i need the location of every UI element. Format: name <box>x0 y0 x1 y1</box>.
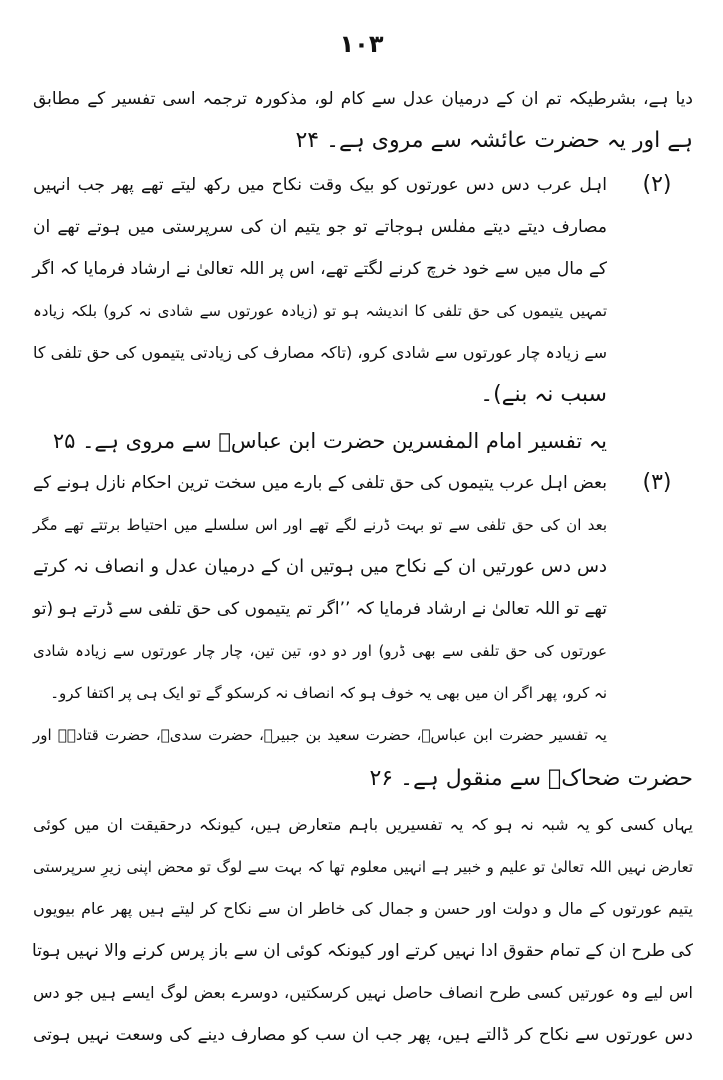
text-line: دس دس عورتیں ان کے نکاح میں ہوتیں ان کے درمیان عدل و انصاف نہ کرتے <box>33 556 607 577</box>
text-line: اس لیے وہ عورتیں کسی طرح انصاف حاصل نہیں کرسکتیں، دوسرے بعض لوگ ایسے ہیں جو دس <box>33 983 693 1002</box>
text-line: یتیم عورتوں کے مال و دولت اور حسن و جمال کی خاطر ان سے نکاح کر لیتے ہیں پھر عام بیویوں <box>33 899 693 918</box>
text-line: نہ کرو، پھر اگر ان میں بھی یہ خوف ہو کہ انصاف نہ کرسکو گے تو ایک ہی پر اکتفا کرو۔ <box>50 684 607 702</box>
text-line-reference: حضرت ضحاکؒ سے منقول ہے۔ ۲۶ <box>369 766 693 791</box>
text-line: کی طرح ان کے تمام حقوق ادا نہیں کرتے اور کیونکہ کوئی ان سے باز پرس کرنے والا نہیں ہوتا <box>32 941 693 961</box>
text-line: تعارض نہیں اللہ تعالیٰ تو علیم و خبیر ہے انہیں معلوم تھا کہ بہت سے لوگ تو محض اپنی زیرِ سرپرستی <box>33 858 693 876</box>
item-number-2: (۲) <box>642 172 672 197</box>
text-line-reference: ہے اور یہ حضرت عائشہ سے مروی ہے۔ ۲۴ <box>295 128 693 153</box>
text-line: مصارف دیتے دیتے مفلس ہوجاتے تو جو یتیم ان کی سرپرستی میں ہوتے تھے ان <box>33 217 607 237</box>
text-line: سبب نہ بنے)۔ <box>480 382 607 407</box>
text-line: کے مال میں سے خود خرچ کرنے لگتے تھے، اس پر اللہ تعالیٰ نے ارشاد فرمایا کہ اگر <box>32 259 607 279</box>
page-number: ۱۰۳ <box>339 30 384 58</box>
text-line: سے زیادہ چار عورتوں سے شادی کرو، (تاکہ مصارف کی زیادتی یتیموں کی حق تلفی کا <box>33 343 607 362</box>
text-line-reference: یہ تفسیر امام المفسرین حضرت ابن عباسؓ سے مروی ہے۔ ۲۵ <box>52 429 607 453</box>
text-line: بعض اہل عرب یتیموں کی حق تلفی کے بارے میں سخت ترین احکام نازل ہونے کے <box>33 473 607 493</box>
text-line: اہل عرب دس دس عورتوں کو بیک وقت نکاح میں رکھ لیتے تھے پھر جب انہیں <box>33 175 607 195</box>
text-line: تھے تو اللہ تعالیٰ نے ارشاد فرمایا کہ ’’اگر تم یتیموں کی حق تلفی سے ڈرتے ہو (تو <box>32 599 607 619</box>
text-line: یہاں کسی کو یہ شبہ نہ ہو کہ یہ تفسیریں باہم متعارض ہیں، کیونکہ درحقیقت ان میں کوئی <box>33 815 693 834</box>
text-line: تمہیں یتیموں کی حق تلفی کا اندیشہ ہو تو (زیادہ عورتوں سے شادی نہ کرو) بلکہ زیادہ <box>33 302 607 320</box>
item-number-3: (۳) <box>642 470 672 495</box>
text-line: عورتوں کی حق تلفی سے بھی ڈرو) اور دو دو، تین تین، چار چار عورتوں سے زیادہ شادی <box>33 642 607 660</box>
text-line: دس عورتوں سے نکاح کر ڈالتے ہیں، پھر جب ان سب کو مصارف دینے کی وسعت نہیں ہوتی <box>33 1025 693 1045</box>
text-line-reference: یہ تفسیر حضرت ابن عباسؓ، حضرت سعید بن جبیرؒ، حضرت سدیؒ، حضرت قتادہؒ اور <box>33 726 607 744</box>
text-line: بعد ان کی حق تلفی سے تو بہت ڈرنے لگے تھے اور اس سلسلے میں احتیاط برتتے تھے مگر <box>33 516 607 534</box>
text-line: دیا ہے، بشرطیکہ تم ان کے درمیان عدل سے کام لو، مذکورہ ترجمہ اسی تفسیر کے مطابق <box>33 89 693 109</box>
